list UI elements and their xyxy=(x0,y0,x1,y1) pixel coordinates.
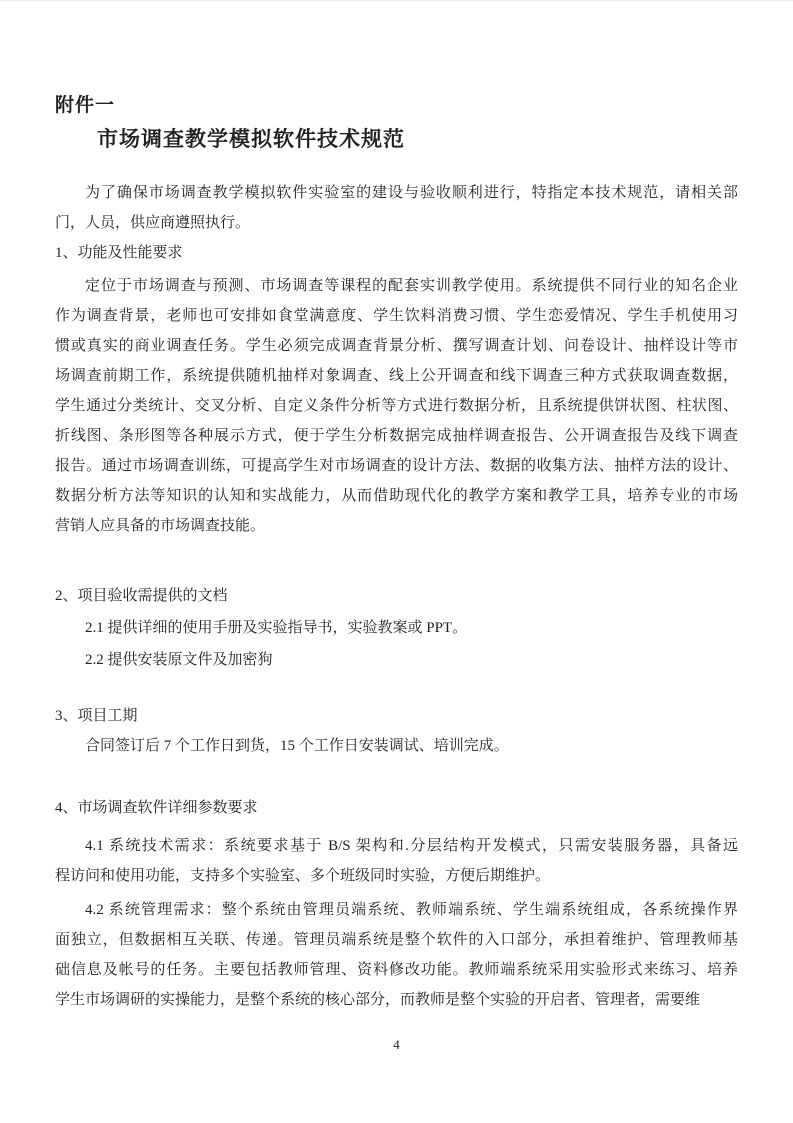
text-line: 报告。通过市场调查训练，可提高学生对市场调查的设计方法、数据的收集方法、抽样方法的设计、 xyxy=(55,458,738,474)
text-line: 为了确保市场调查教学模拟软件实验室的建设与验收顺利进行，特指定本技术规范，请相关部 xyxy=(85,185,738,201)
text-line: 面独立，但数据相互关联、传递。管理员端系统是整个软件的入口部分，承担着维护、管理教师基 xyxy=(55,932,738,948)
text-line: 程访问和使用功能，支持多个实验室、多个班级同时实验，方便后期维护。 xyxy=(55,868,551,884)
intro-paragraph xyxy=(55,178,738,238)
section-1-heading xyxy=(55,238,738,268)
text-line: 作为调查背景，老师也可安排如食堂满意度、学生饮料消费习惯、学生恋爱情况、学生手机使用习 xyxy=(55,308,738,324)
text-line: 折线图、条形图等各种展示方式，便于学生分析数据完成抽样调查报告、公开调查报告及线下调查 xyxy=(55,428,738,444)
heading-text: 4、市场调查软件详细参数要求 xyxy=(55,800,258,816)
text-line: 门，人员，供应商遵照执行。 xyxy=(55,215,251,231)
text-line: 场调查前期工作，系统提供随机抽样对象调查、线上公开调查和线下调查三种方式获取调查数据， xyxy=(55,368,738,384)
text-line: 数据分析方法等知识的认知和实战能力，从而借助现代化的教学方案和教学工具，培养专业的市场 xyxy=(55,488,738,504)
document-content xyxy=(55,93,738,1015)
text-line: 础信息及帐号的任务。主要包括教师管理、资料修改功能。教师端系统采用实验形式来练习、培养 xyxy=(55,962,738,978)
section-1-paragraph xyxy=(55,271,738,541)
text-line: 2.2 提供安装原文件及加密狗 xyxy=(85,652,273,668)
text-line: 惯或真实的商业调查任务。学生必须完成调查背景分析、撰写调查计划、问卷设计、抽样设计等市 xyxy=(55,338,738,354)
para-4-1 xyxy=(55,831,738,891)
text-line: 定位于市场调查与预测、市场调查等课程的配套实训教学使用。系统提供不同行业的知名企业 xyxy=(85,278,738,294)
text-line: 4.2 系统管理需求：整个系统由管理员端系统、教师端系统、学生端系统组成，各系统操作界 xyxy=(85,902,738,918)
item-2-2 xyxy=(55,645,738,675)
text-line: 2.1 提供详细的使用手册及实验指导书，实验教案或 PPT。 xyxy=(85,620,468,636)
section-3-heading xyxy=(55,701,738,731)
text-line: 4.1 系统技术需求：系统要求基于 B/S 架构和.分层结构开发模式，只需安装服务器，具备远 xyxy=(85,838,738,854)
para-4-2 xyxy=(55,895,738,1015)
text-line: 学生通过分类统计、交叉分析、自定义条件分析等方式进行数据分析，且系统提供饼状图、柱状图、 xyxy=(55,398,738,414)
document-title: 市场调查教学模拟软件技术规范 xyxy=(97,128,405,151)
heading-text: 2、项目验收需提供的文档 xyxy=(55,588,228,604)
item-2-1 xyxy=(55,613,738,643)
document-blocks xyxy=(55,178,738,1015)
section-2-heading xyxy=(55,581,738,611)
text-line: 营销人应具备的市场调查技能。 xyxy=(55,518,266,534)
heading-text: 1、功能及性能要求 xyxy=(55,245,183,261)
text-line: 学生市场调研的实操能力，是整个系统的核心部分，而教师是整个实验的开启者、管理者，需要维 xyxy=(55,992,701,1008)
section-3-item xyxy=(55,731,738,761)
attachment-label: 附件一 xyxy=(55,95,116,116)
text-line: 合同签订后 7 个工作日到货，15 个工作日安装调试、培训完成。 xyxy=(85,738,509,754)
page-number: 4 xyxy=(393,1037,400,1052)
heading-text: 3、项目工期 xyxy=(55,708,138,724)
section-4-heading xyxy=(55,793,738,823)
